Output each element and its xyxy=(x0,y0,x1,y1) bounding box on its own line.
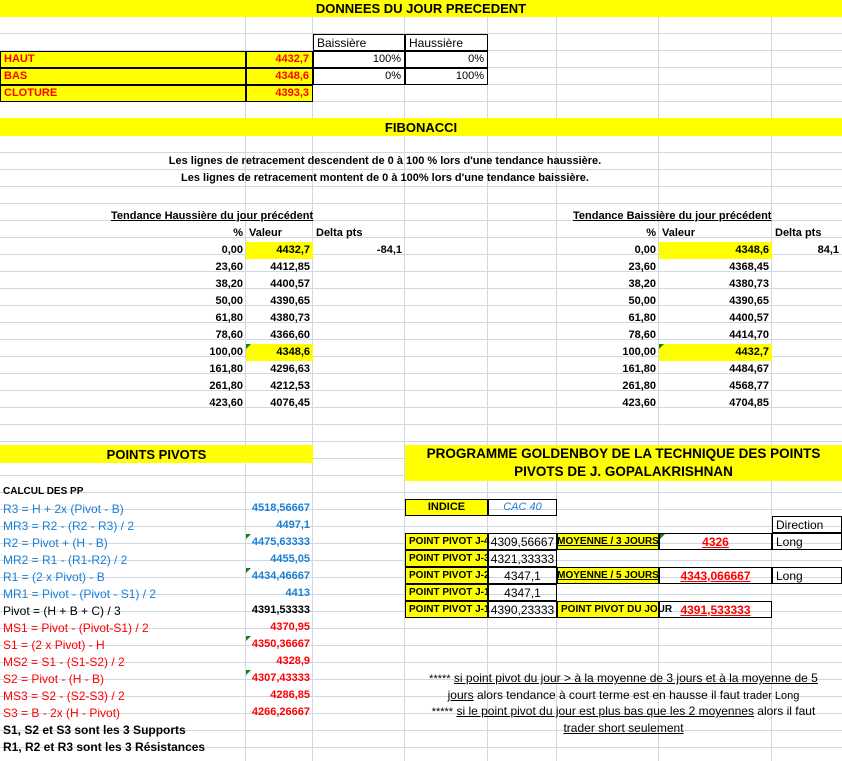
avg5-direction[interactable]: Long xyxy=(772,567,842,584)
note-text: si le point pivot du jour est plus bas que les 2 moyennes xyxy=(456,704,754,718)
pivot-history-label: POINT PIVOT J-1 xyxy=(405,584,488,601)
fib-pct[interactable]: 61,80 xyxy=(215,312,243,324)
fib-pct[interactable]: 261,80 xyxy=(209,380,243,392)
fib-value[interactable]: 4484,67 xyxy=(729,363,769,375)
pivots-subtitle: CALCUL DES PP xyxy=(3,485,84,497)
today-pivot-label: POINT PIVOT DU JOUR xyxy=(557,601,659,618)
avg3-label: MOYENNE / 3 JOURS xyxy=(557,533,659,550)
note-text: alors il faut xyxy=(753,704,816,718)
fib-pct[interactable]: 38,20 xyxy=(628,278,656,290)
pivot-value[interactable]: 4391,53333 xyxy=(251,604,310,616)
pivot-value[interactable]: 4328,9 xyxy=(276,655,310,667)
fib-pct[interactable]: 50,00 xyxy=(215,295,243,307)
note-text: jours xyxy=(447,688,474,702)
fib-value[interactable]: 4348,6 xyxy=(659,242,772,259)
pivot-value[interactable]: 4413 xyxy=(285,587,310,599)
pivots-footer: R1, R2 et R3 sont les 3 Résistances xyxy=(3,739,206,754)
fib-pct[interactable]: 78,60 xyxy=(628,329,656,341)
pivot-formula[interactable]: MR3 = R2 - (R2 - R3) / 2 xyxy=(3,518,135,533)
strategy-note xyxy=(405,670,842,688)
fib-pct[interactable]: 100,00 xyxy=(622,346,656,358)
pivots-footer: S1, S2 et S3 sont les 3 Supports xyxy=(3,722,186,737)
fib-value[interactable]: 4348,6 xyxy=(246,344,313,361)
note-stars: ***** xyxy=(429,673,451,685)
fibonacci-note: Les lignes de retracement montent de 0 à 100% lors d'une tendance baissière. xyxy=(181,172,589,184)
note-text: si point pivot du jour > à la moyenne de 3 jours et à la moyenne de 5 xyxy=(453,671,818,685)
fib-pct[interactable]: 100,00 xyxy=(209,346,243,358)
col-header-baissiere[interactable]: Baissière xyxy=(313,34,405,51)
fibonacci-note: Les lignes de retracement descendent de 0 à 100 % lors d'une tendance haussière. xyxy=(168,155,602,167)
fib-header-pct: % xyxy=(646,227,656,239)
fib-pct[interactable]: 23,60 xyxy=(628,261,656,273)
pivot-formula[interactable]: MS3 = S2 - (S2-S3) / 2 xyxy=(3,688,125,703)
fib-header-delta: Delta pts xyxy=(316,227,363,239)
pivot-formula[interactable]: R1 = (2 x Pivot) - B xyxy=(3,569,105,584)
pivot-formula[interactable]: R2 = Pivot + (H - B) xyxy=(3,535,108,550)
fib-value[interactable]: 4380,73 xyxy=(270,312,310,324)
fib-pct[interactable]: 261,80 xyxy=(622,380,656,392)
note-text: alors tendance à court terme est en hausse il faut xyxy=(473,688,744,702)
pivot-history-label: POINT PIVOT J-1 xyxy=(405,601,488,618)
fib-pct[interactable]: 38,20 xyxy=(215,278,243,290)
fibonacci-title: FIBONACCI xyxy=(0,118,842,136)
fib-value[interactable]: 4368,45 xyxy=(729,261,769,273)
pivot-value[interactable]: 4307,43333 xyxy=(246,670,313,687)
fib-pct[interactable]: 161,80 xyxy=(209,363,243,375)
fib-value[interactable]: 4704,85 xyxy=(729,397,769,409)
pivot-formula[interactable]: S2 = Pivot - (H - B) xyxy=(3,671,105,686)
avg3-value[interactable]: 4326 xyxy=(659,533,772,550)
pivot-formula[interactable]: Pivot = (H + B + C) / 3 xyxy=(3,603,121,618)
pivot-value[interactable]: 4434,46667 xyxy=(246,568,313,585)
note-text: trader short seulement xyxy=(563,721,684,735)
direction-header: Direction xyxy=(772,516,842,533)
pivot-formula[interactable]: S1 = (2 x Pivot) - H xyxy=(3,637,105,652)
haussiere-value[interactable]: 0% xyxy=(405,51,488,68)
indice-label: INDICE xyxy=(405,499,488,516)
prev-day-label[interactable]: HAUT xyxy=(0,51,246,68)
pivot-history-label: POINT PIVOT J-4 xyxy=(405,533,488,550)
avg5-label: MOYENNE / 5 JOURS xyxy=(557,567,659,584)
pivot-value[interactable]: 4475,63333 xyxy=(246,534,313,551)
strategy-note xyxy=(405,703,842,721)
pivot-value[interactable]: 4455,05 xyxy=(270,553,310,565)
fib-pct[interactable]: 50,00 xyxy=(628,295,656,307)
pivot-formula[interactable]: S3 = B - 2x (H - Pivot) xyxy=(3,705,121,720)
fib-value[interactable]: 4366,60 xyxy=(270,329,310,341)
fib-value[interactable]: 4380,73 xyxy=(729,278,769,290)
fib-pct[interactable]: 78,60 xyxy=(215,329,243,341)
pivot-history-value[interactable]: 4390,23333 xyxy=(488,601,557,618)
avg3-direction[interactable]: Long xyxy=(772,533,842,550)
fib-pct[interactable]: 423,60 xyxy=(622,397,656,409)
avg5-value[interactable]: 4343,066667 xyxy=(659,567,772,584)
fib-value[interactable]: 4076,45 xyxy=(270,397,310,409)
fib-pct[interactable]: 423,60 xyxy=(209,397,243,409)
fib-pct[interactable]: 23,60 xyxy=(215,261,243,273)
fib-pct[interactable]: 0,00 xyxy=(221,244,243,256)
fib-value[interactable]: 4414,70 xyxy=(729,329,769,341)
fib-value[interactable]: 4432,7 xyxy=(246,242,313,259)
fib-value[interactable]: 4296,63 xyxy=(270,363,310,375)
fib-pct[interactable]: 161,80 xyxy=(622,363,656,375)
fib-value[interactable]: 4400,57 xyxy=(729,312,769,324)
baissiere-value[interactable]: 0% xyxy=(313,68,405,85)
fib-delta[interactable]: -84,1 xyxy=(376,244,402,256)
pivot-formula[interactable]: MS2 = S1 - (S1-S2) / 2 xyxy=(3,654,125,669)
pivot-history-value[interactable]: 4347,1 xyxy=(488,567,557,584)
prev-day-label[interactable]: BAS xyxy=(0,68,246,85)
fib-value[interactable]: 4390,65 xyxy=(270,295,310,307)
note-stars: ***** xyxy=(431,706,454,718)
pivot-history-value[interactable]: 4309,56667 xyxy=(488,533,557,550)
page-title: DONNEES DU JOUR PRECEDENT xyxy=(0,0,842,17)
pivot-value[interactable]: 4286,85 xyxy=(270,689,310,701)
pivots-title: POINTS PIVOTS xyxy=(0,445,313,463)
fib-value[interactable]: 4212,53 xyxy=(270,380,310,392)
pivot-value[interactable]: 4350,36667 xyxy=(246,636,313,653)
pivot-value[interactable]: 4370,95 xyxy=(270,621,310,633)
note-text: trader Long xyxy=(743,690,800,702)
fib-header-value: Valeur xyxy=(662,227,696,239)
fib-header-pct: % xyxy=(233,227,243,239)
strategy-note xyxy=(405,720,842,737)
prev-day-value[interactable]: 4432,7 xyxy=(246,51,313,68)
fib-value[interactable]: 4390,65 xyxy=(729,295,769,307)
pivot-formula[interactable]: MR1 = Pivot - (Pivot - S1) / 2 xyxy=(3,586,157,601)
fib-value[interactable]: 4568,77 xyxy=(729,380,769,392)
col-header-haussiere[interactable]: Haussière xyxy=(405,34,488,51)
baissiere-value[interactable]: 100% xyxy=(313,51,405,68)
prev-day-label[interactable]: CLOTURE xyxy=(0,85,246,102)
pivot-value[interactable]: 4518,56667 xyxy=(251,502,310,514)
fib-delta[interactable]: 84,1 xyxy=(817,244,839,256)
pivot-value[interactable]: 4497,1 xyxy=(276,519,310,531)
fib-pct[interactable]: 61,80 xyxy=(628,312,656,324)
pivot-formula[interactable]: R3 = H + 2x (Pivot - B) xyxy=(3,501,124,516)
fib-table-title: Tendance Haussière du jour précédent xyxy=(111,210,314,222)
prev-day-value[interactable]: 4393,3 xyxy=(246,85,313,102)
pivot-history-value[interactable]: 4321,33333 xyxy=(488,550,557,567)
prev-day-value[interactable]: 4348,6 xyxy=(246,68,313,85)
pivot-history-label: POINT PIVOT J-2 xyxy=(405,567,488,584)
fib-pct[interactable]: 0,00 xyxy=(634,244,656,256)
fib-value[interactable]: 4400,57 xyxy=(270,278,310,290)
goldenboy-title-line: PIVOTS DE J. GOPALAKRISHNAN xyxy=(514,464,733,479)
fib-table-title: Tendance Baissière du jour précédent xyxy=(573,210,772,222)
fib-value[interactable]: 4412,85 xyxy=(270,261,310,273)
today-pivot-value[interactable]: 4391,533333 xyxy=(659,601,772,618)
goldenboy-title xyxy=(405,445,842,481)
goldenboy-title-line: PROGRAMME GOLDENBOY DE LA TECHNIQUE DES POINTS xyxy=(426,446,821,461)
fib-header-value: Valeur xyxy=(249,227,283,239)
pivot-formula[interactable]: MR2 = R1 - (R1-R2) / 2 xyxy=(3,552,128,567)
pivot-formula[interactable]: MS1 = Pivot - (Pivot-S1) / 2 xyxy=(3,620,149,635)
fib-value[interactable]: 4432,7 xyxy=(659,344,772,361)
pivot-history-value[interactable]: 4347,1 xyxy=(488,584,557,601)
pivot-history-label: POINT PIVOT J-3 xyxy=(405,550,488,567)
fib-header-delta: Delta pts xyxy=(775,227,822,239)
haussiere-value[interactable]: 100% xyxy=(405,68,488,85)
indice-value[interactable]: CAC 40 xyxy=(488,499,557,516)
pivot-value[interactable]: 4266,26667 xyxy=(251,706,310,718)
